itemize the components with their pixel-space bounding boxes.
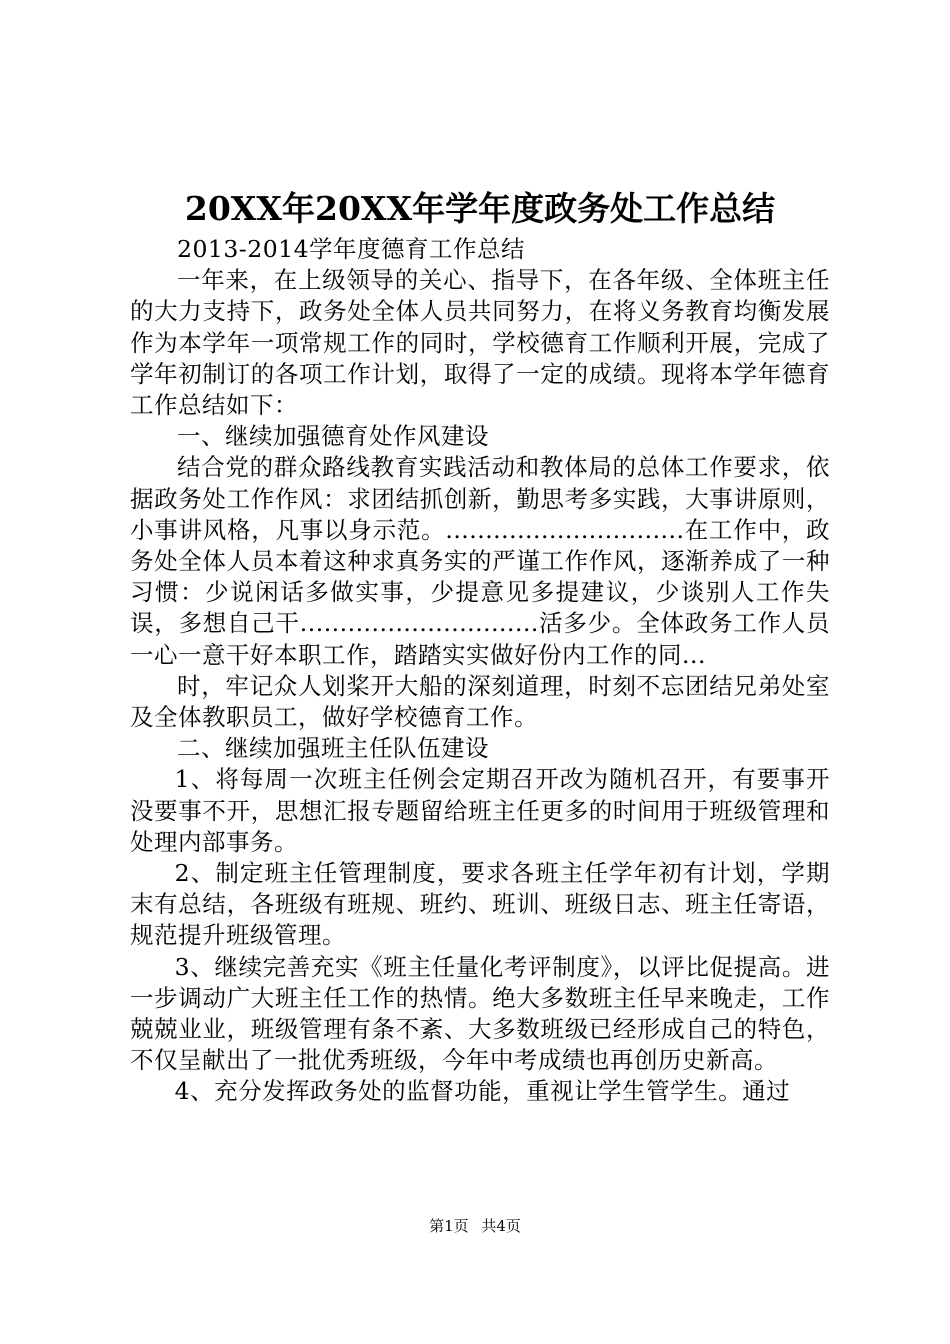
list-item-1: 1、将每周一次班主任例会定期召开改为随机召开，有要事开没要事不开，思想汇报专题留给班主任更多的时间用于班级管理和处理内部事务。 bbox=[130, 765, 830, 856]
list-item-3: 3、继续完善充实《班主任量化考评制度》，以评比促提高。进一步调动广大班主任工作的热情。绝大多数班主任早来晚走，工作兢兢业业，班级管理有条不紊、大多数班级已经形成自己的特色，不仅呈献出了一批优秀班级，今年中考成绩也再创历史新高。 bbox=[130, 952, 830, 1075]
list-item-4: 4、充分发挥政务处的监督功能，重视让学生管学生。通过 bbox=[174, 1077, 791, 1106]
section-heading-2: 二、继续加强班主任队伍建设 bbox=[177, 734, 489, 763]
paragraph-intro: 一年来，在上级领导的关心、指导下，在各年级、全体班主任的大力支持下，政务处全体人员共同努力，在将义务教育均衡发展作为本学年一项常规工作的同时，学校德育工作顺利开展，完成了学年初制订的各项工作计划，取得了一定的成绩。现将本学年德育工作总结如下： bbox=[130, 266, 830, 420]
paragraph-subtitle: 2013-2014学年度德育工作总结 bbox=[177, 235, 526, 263]
section-heading-1: 一、继续加强德育处作风建设 bbox=[177, 422, 489, 451]
document-title: 20XX年20XX年学年度政务处工作总结 bbox=[184, 189, 776, 228]
paragraph-style: 结合党的群众路线教育实践活动和教体局的总体工作要求，依据政务处工作作风：求团结抓创新，勤思考多实践，大事讲原则，小事讲风格，凡事以身示范。..............................在工作中，政务处全体人员本着这种求真务实的严谨工作作风，逐渐养成了一种习惯：少说闲话多做实事，少提意见多提建议，少谈别人工作失误，多想自己干..............................活多少。全体政务工作人员一心一意干好本职工作，踏踏实实做好份内工作的同... bbox=[130, 453, 830, 669]
paragraph-continuation: 时，牢记众人划桨开大船的深刻道理，时刻不忘团结兄弟处室及全体教职员工，做好学校德育工作。 bbox=[130, 671, 830, 732]
page-number-footer: 第1页 共4页 bbox=[429, 1217, 521, 1235]
list-item-2: 2、制定班主任管理制度，要求各班主任学年初有计划，学期末有总结，各班级有班规、班约、班训、班级日志、班主任寄语，规范提升班级管理。 bbox=[130, 859, 830, 950]
document-body bbox=[130, 234, 830, 1108]
